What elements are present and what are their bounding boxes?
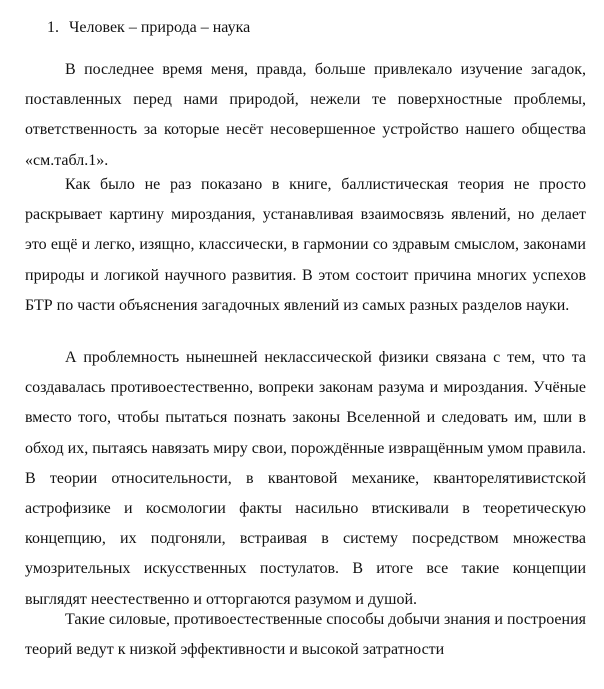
paragraph-4: Такие силовые, противоестественные способы добычи знания и построения теорий ведут к низкой эффективности и высокой затратности (25, 611, 586, 659)
section-number: 1. (47, 19, 59, 36)
section-title: Человек – природа – наука (69, 19, 251, 36)
paragraph-3: А проблемность нынешней неклассической физики связана с тем, что та создавалась противоестественно, вопреки законам разума и мироздания. Учёные вместо того, чтобы пытаться познать законы Вселенной и следовать им, шли в обход их, пытаясь навязать миру свои, порождённые извращённым умом правила. В теории относительности, в квантовой механике, кванторелятивистской астрофизике и космологии факты насильно втискивали в теоретическую концепцию, их подгоняли, встраивая в систему посредством множества умозрительных искусственных постулатов. В итоге все такие концепции выглядят неестественно и отторгаются разумом и душой. (25, 349, 586, 608)
paragraph-1: В последнее время меня, правда, больше привлекало изучение загадок, поставленных перед нами природой, нежели те поверхностные проблемы, ответственность за которые несёт несовершенное устройство нашего общества «см.табл.1». (25, 61, 586, 169)
paragraph-2: Как было не раз показано в книге, баллистическая теория не просто раскрывает картину мироздания, устанавливая взаимосвязь явлений, но делает это ещё и легко, изящно, классически, в гармонии со здравым смыслом, законами природы и логикой научного развития. В этом состоит причина многих успехов БТР по части объяснения загадочных явлений из самых разных разделов науки. (25, 176, 586, 314)
section-heading (47, 18, 250, 38)
